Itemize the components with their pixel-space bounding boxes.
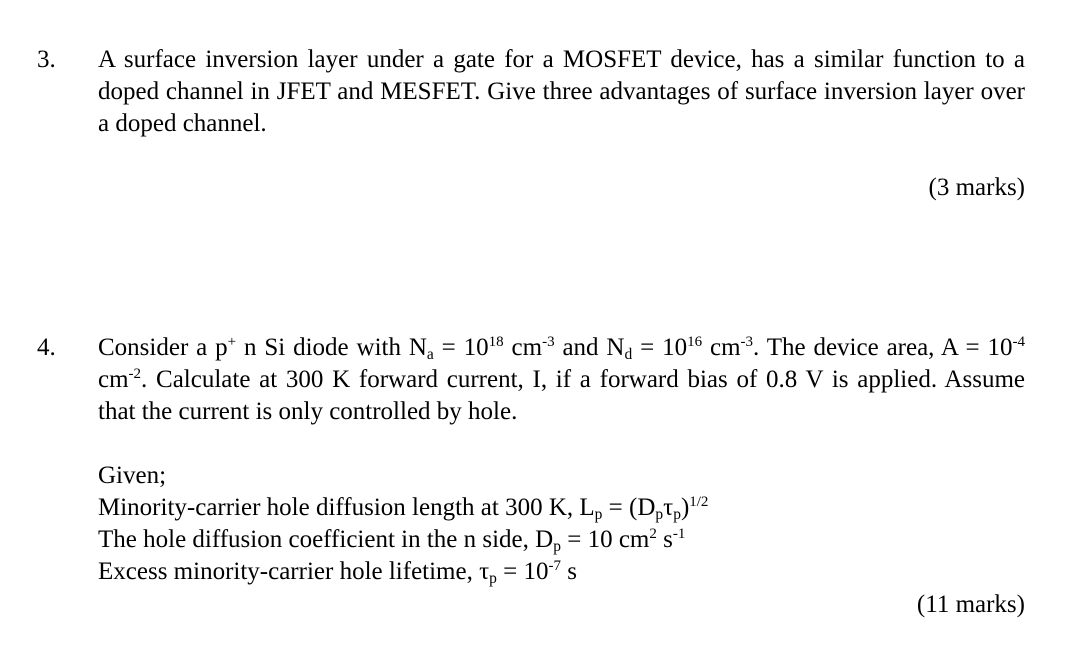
question-3-number: 3. — [37, 46, 56, 73]
question-3-text: A surface inversion layer under a gate for a MOSFET device, has a similar function to a doped channel in JFET and MESFET. Give three advantages of surface inversion layer over a doped channel. — [98, 46, 1025, 137]
question-4-text: Consider a p+ n Si diode with $N_a = 10^{18}$ $cm^{-3}$ and $N_d = 10^{16}$ $cm^{-3}$. The device area, $A = 10^{-4}$ $cm^{-2}$. Calculate at 300 K forward current, I, if a forward bias of 0.8 V is applied. Assume that the current is only controlled by hole. — [98, 334, 1025, 425]
given-label: Given; — [98, 462, 167, 489]
question-3-marks: (3 marks) — [928, 174, 1025, 201]
given-diffusion-length: Minority-carrier hole diffusion length at 300 K, $L_p = (D_p\tau_p)^{1/2}$ — [98, 494, 709, 523]
given-hole-lifetime: Excess minority-carrier hole lifetime, $\tau_p = 10^{-7}$ s — [98, 558, 577, 587]
question-4-number: 4. — [37, 334, 56, 361]
given-block — [98, 460, 1025, 588]
question-4-marks: (11 marks) — [916, 591, 1025, 618]
given-diffusion-coefficient: The hole diffusion coefficient in the n side, $D_p = 10$ $cm^2$ $s^{-1}$ — [98, 526, 686, 555]
